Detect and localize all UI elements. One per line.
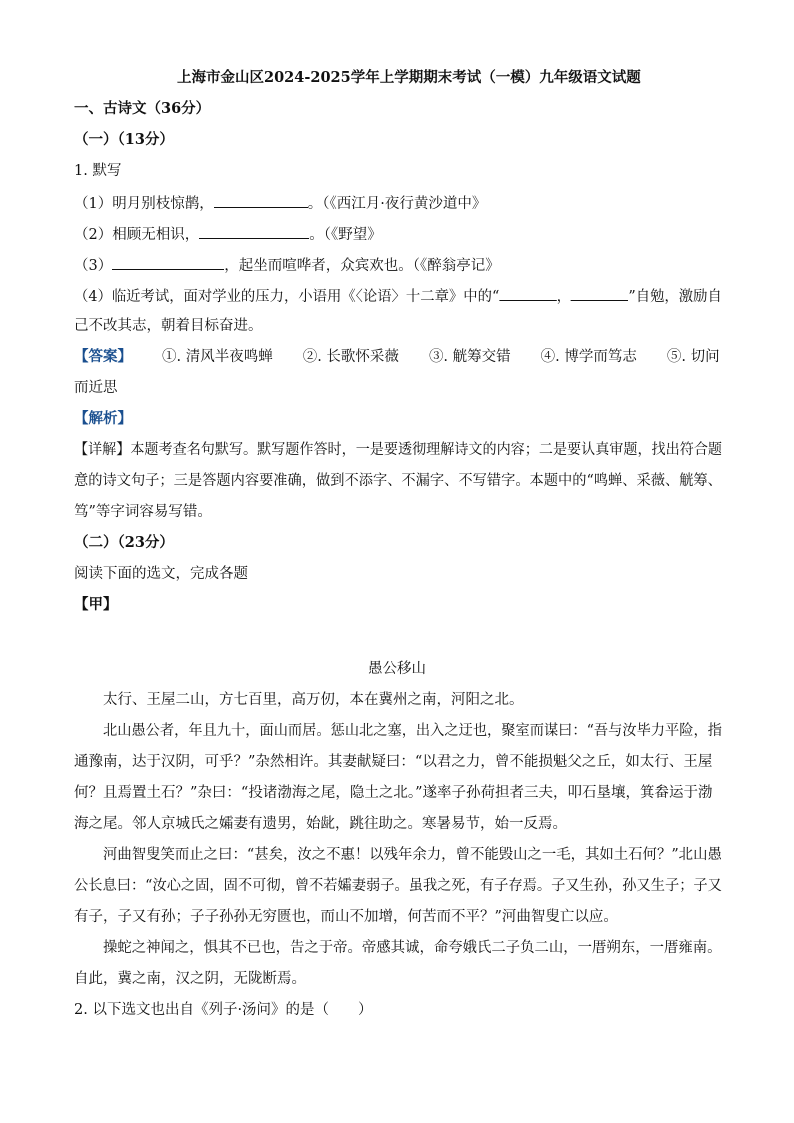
passage-line: 通豫南，达于汉阴，可乎？”杂然相许。其妻献疑曰：“以君之力，曾不能损魁父之丘，如太行、王屋: [74, 754, 713, 770]
question-1-item-4-continued: 己不改其志，朝着目标奋进。: [74, 318, 263, 334]
answer-tag: 【答案】: [74, 348, 132, 365]
item-4-mid: ，: [556, 289, 572, 305]
item-1-suffix: 。（《西江月·夜行黄沙道中》: [307, 196, 487, 212]
passage-line: 何？且焉置土石？”杂曰：“投诸渤海之尾，隐土之北。”遂率子孙荷担者三夫，叩石垦壤，箕畚运于渤: [74, 785, 713, 801]
detail-line-1: 【详解】本题考查名句默写。默写题作答时，一是要透彻理解诗文的内容；二是要认真审题，找出符合题: [74, 442, 722, 458]
answer-continued: 而近思: [74, 380, 118, 396]
item-2-prefix: （2）相顾无相识，: [74, 227, 200, 243]
answer-blank[interactable]: [112, 254, 224, 270]
answer-1: ①. 清风半夜鸣蝉: [162, 349, 273, 365]
item-1-prefix: （1）明月别枝惊鹊，: [74, 196, 214, 212]
item-2-suffix: 。（《野望》: [309, 227, 382, 243]
passage-label-jia: 【甲】: [74, 596, 118, 613]
item-3-prefix: （3）: [74, 258, 113, 274]
part-two-heading: （二）（23分）: [74, 534, 174, 551]
question-1-label: 1. 默写: [74, 163, 122, 179]
item-3-suffix: ，起坐而喧哗者，众宾欢也。（《醉翁亭记》: [224, 258, 500, 274]
answer-blank[interactable]: [499, 285, 556, 301]
passage-line: 河曲智叟笑而止之曰：“甚矣，汝之不惠！以残年余力，曾不能毁山之一毛，其如土石何？”北山愚: [103, 847, 722, 863]
item-4-prefix: （4）临近考试，面对学业的压力，小语用《〈论语〉十二章》中的“: [74, 289, 500, 305]
answer-line: [74, 347, 720, 367]
section-heading: 一、古诗文（36分）: [74, 100, 211, 117]
passage-line: 自此，冀之南，汉之阴，无陇断焉。: [74, 971, 306, 987]
passage-line: 操蛇之神闻之，惧其不已也，告之于帝。帝感其诚，命夸娥氏二子负二山，一厝朔东，一厝雍南。: [103, 940, 722, 956]
page-title: 上海市金山区2024-2025学年上学期期末考试（一模）九年级语文试题: [177, 69, 641, 86]
detail-line-3: 笃”等字词容易写错。: [74, 504, 212, 520]
answer-blank[interactable]: [214, 192, 308, 208]
passage-line: 公长息曰：“汝心之固，固不可彻，曾不若孀妻弱子。虽我之死，有子存焉。子又生孙，孙又生子；子又: [74, 878, 722, 894]
passage-title: 愚公移山: [368, 661, 426, 677]
part-one-heading: （一）（13分）: [74, 131, 174, 148]
passage-line: 有子，子又有孙；子子孙孙无穷匮也，而山不加增，何苦而不平？”河曲智叟亡以应。: [74, 909, 618, 925]
passage-line: 太行、王屋二山，方七百里，高万仞，本在冀州之南，河阳之北。: [103, 692, 524, 708]
item-4-suffix: ”自勉，激励自: [628, 289, 722, 305]
question-1-item-2: [74, 223, 382, 245]
reading-instruction: 阅读下面的选文，完成各题: [74, 566, 248, 582]
answer-blank[interactable]: [199, 223, 309, 239]
detail-line-2: 意的诗文句子；三是答题内容要准确，做到不添字、不漏字、不写错字。本题中的“鸣蝉、采薇、觥筹、: [74, 473, 722, 489]
question-1-item-4: [74, 285, 722, 307]
passage-line: 北山愚公者，年且九十，面山而居。惩山北之塞，出入之迂也，聚室而谋曰：“吾与汝毕力平险，指: [103, 723, 722, 739]
question-1-item-1: [74, 192, 486, 214]
analysis-tag: 【解析】: [74, 410, 132, 427]
answer-blank[interactable]: [571, 285, 628, 301]
answer-3: ③. 觥筹交错: [428, 349, 511, 365]
question-2: 2. 以下选文也出自《列子·汤问》的是（ ）: [74, 1002, 373, 1018]
answer-4: ④. 博学而笃志: [540, 349, 637, 365]
answer-5: ⑤. 切问: [666, 349, 720, 365]
question-1-item-3: [74, 254, 500, 276]
passage-line: 海之尾。邻人京城氏之孀妻有遗男，始龀，跳往助之。寒暑易节，始一反焉。: [74, 816, 567, 832]
answer-2: ②. 长歌怀采薇: [302, 349, 399, 365]
